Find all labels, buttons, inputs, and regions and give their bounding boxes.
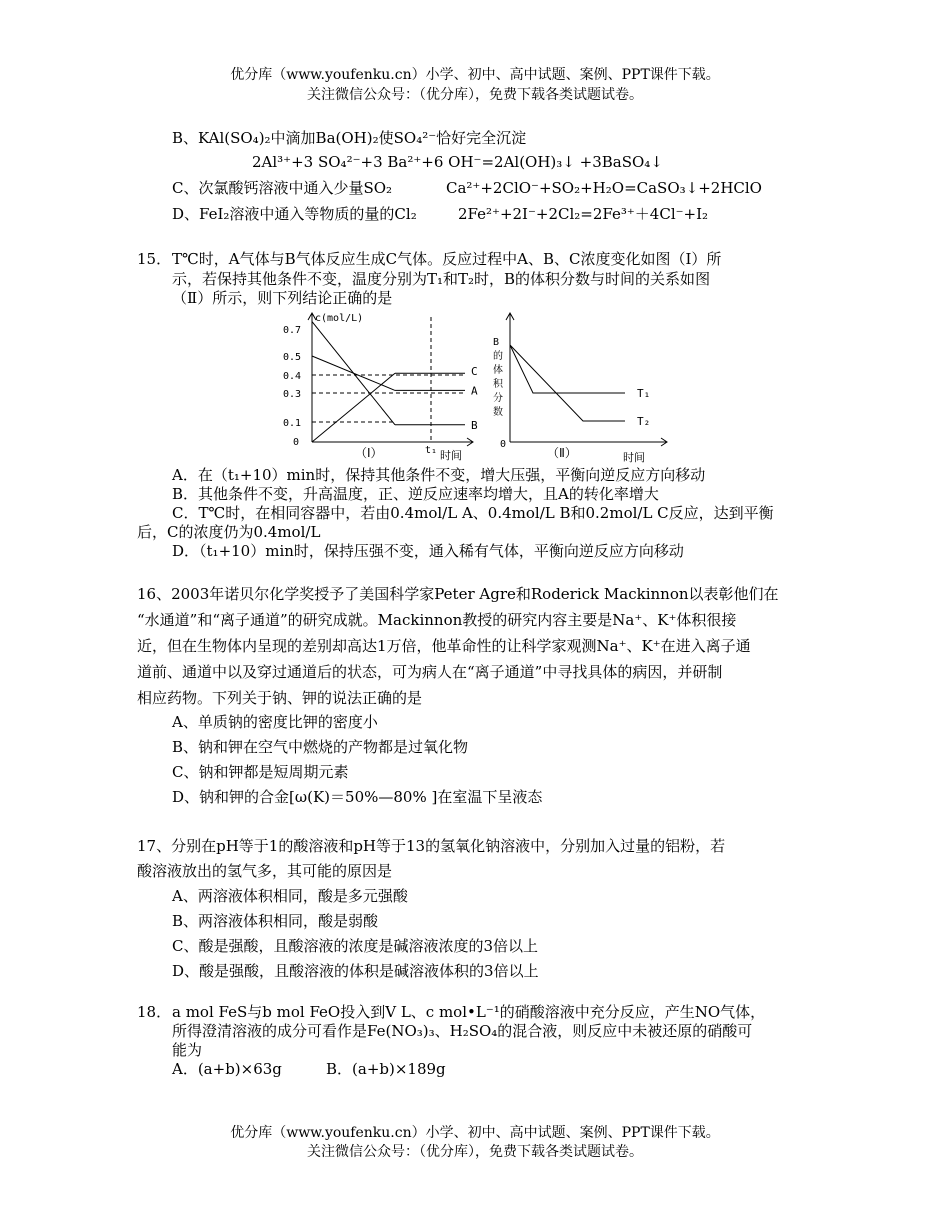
- q18-number: 18．: [137, 1003, 172, 1021]
- q17-line-2: 酸溶液放出的氢气多，其可能的原因是: [137, 862, 393, 880]
- q18-line-2: 所得澄清溶液的成分可看作是Fe(NO₃)₃、H₂SO₄的混合液，则反应中未被还原的硝酸可: [172, 1022, 753, 1040]
- chart-1-ytick-0: 0: [293, 437, 300, 448]
- q15-option-b: B．其他条件不变，升高温度，正、逆反应速率均增大，且A的转化率增大: [172, 485, 659, 503]
- q14-option-d-equation: 2Fe²⁺+2I⁻+2Cl₂=2Fe³⁺＋4Cl⁻+I₂: [458, 205, 709, 223]
- q16-line-3: 近，但在生物体内呈现的差别却高达1万倍，他革命性的让科学家观测Na⁺、K⁺在进入离子通: [137, 637, 751, 655]
- q15-stem-line-1: T℃时，A气体与B气体反应生成C气体。反应过程中A、B、C浓度变化如图（Ⅰ）所: [172, 250, 722, 268]
- footer-line-1: 优分库（www.youfenku.cn）小学、初中、高中试题、案例、PPT课件下载。: [230, 1125, 720, 1141]
- q14-option-d: D、FeI₂溶液中通入等物质的量的Cl₂: [172, 205, 417, 223]
- q18-option-a: A．(a+b)×63g: [172, 1060, 282, 1078]
- q15-option-c-line-2: 后，C的浓度仍为0.4mol/L: [137, 523, 321, 541]
- chart-2-xlabel: 时间: [623, 451, 645, 464]
- chart-2-ylabel-char-5: 分: [493, 393, 503, 404]
- header-line-2: 关注微信公众号：（优分库），免费下载各类试题试卷。: [307, 87, 643, 103]
- q15-figures: [275, 305, 675, 465]
- q16-option-a: A、单质钠的密度比钾的密度小: [172, 713, 378, 731]
- chart-1-t1-tick: t₁: [425, 445, 438, 456]
- chart-2-origin: 0: [500, 439, 507, 450]
- chart-2-series-t1: [510, 345, 625, 393]
- chart-2-ylabel-char-4: 积: [493, 379, 503, 390]
- q15-option-c-line-1: C．T℃时，在相同容器中，若由0.4mol/L A、0.4mol/L B和0.2mol/L C反应，达到平衡: [172, 504, 774, 522]
- q15-number: 15．: [137, 250, 172, 268]
- chart-1-series-c-line: [312, 373, 395, 442]
- chart-1-ytick-07: 0.7: [283, 325, 302, 336]
- chart-1-ytick-03: 0.3: [283, 389, 302, 400]
- q14-option-c: C、次氯酸钙溶液中通入少量SO₂: [172, 179, 393, 197]
- chart-1-legend-c: C: [471, 365, 478, 379]
- q15-stem-line-2: 示，若保持其他条件不变，温度分别为T₁和T₂时，B的体积分数与时间的关系如图: [172, 270, 711, 288]
- chart-1-title: （Ⅰ）: [355, 446, 383, 460]
- q17-option-b: B、两溶液体积相同，酸是弱酸: [172, 912, 379, 930]
- q16-line-2: “水通道”和“离子通道”的研究成就。Mackinnon教授的研究内容主要是Na⁺、K⁺体积很接: [137, 611, 737, 629]
- chart-2-ylabel-char-3: 体: [493, 365, 503, 376]
- q16-line-5: 相应药物。下列关于钠、钾的说法正确的是: [137, 689, 423, 707]
- q17-line-1: 17、分别在pH等于1的酸溶液和pH等于13的氢氧化钠溶液中，分别加入过量的铝粉，若: [137, 837, 726, 855]
- chart-2-ylabel-char-1: B: [493, 337, 500, 348]
- header-line-1: 优分库（www.youfenku.cn）小学、初中、高中试题、案例、PPT课件下载。: [230, 67, 720, 83]
- chart-1-ytick-01: 0.1: [283, 418, 302, 429]
- q17-option-d: D、酸是强酸，且酸溶液的体积是碱溶液体积的3倍以上: [172, 962, 539, 980]
- chart-2-ylabel-char-6: 数: [493, 407, 503, 418]
- q14-option-b-equation: 2Al³⁺+3 SO₄²⁻+3 Ba²⁺+6 OH⁻=2Al(OH)₃↓ +3BaSO₄↓: [252, 153, 663, 171]
- chart-1-axes: [308, 313, 473, 446]
- chart-2-title: （Ⅱ）: [547, 446, 577, 460]
- q15-option-d: D．（t₁+10）min时，保持压强不变，通入稀有气体，平衡向逆反应方向移动: [172, 542, 684, 560]
- footer-line-2: 关注微信公众号：（优分库），免费下载各类试题试卷。: [307, 1144, 643, 1160]
- chart-2-legend-t2: T₂: [637, 415, 651, 428]
- chart-1-ytick-05: 0.5: [283, 352, 302, 363]
- chart-1-xlabel: 时间: [440, 449, 462, 462]
- q15-option-a: A．在（t₁+10）min时，保持其他条件不变，增大压强，平衡向逆反应方向移动: [172, 466, 706, 484]
- q18-option-b: B．(a+b)×189g: [326, 1060, 446, 1078]
- q16-line-4: 道前、通道中以及穿过通道后的状态，可为病人在“离子通道”中寻找具体的病因，并研制: [137, 663, 723, 681]
- q16-option-d: D、钠和钾的合金[ω(K)＝50%—80% ]在室温下呈液态: [172, 788, 543, 806]
- q17-option-a: A、两溶液体积相同，酸是多元强酸: [172, 887, 408, 905]
- chart-2-ylabel-char-2: 的: [493, 351, 503, 362]
- q16-option-c: C、钠和钾都是短周期元素: [172, 763, 349, 781]
- q14-option-c-equation: Ca²⁺+2ClO⁻+SO₂+H₂O=CaSO₃↓+2HClO: [446, 179, 762, 197]
- q18-line-3: 能为: [172, 1041, 203, 1059]
- chart-1-series-a-line: [312, 356, 395, 390]
- chart-1-ylabel: c(mol/L): [315, 313, 364, 324]
- q16-option-b: B、钠和钾在空气中燃烧的产物都是过氧化物: [172, 738, 469, 756]
- chart-1-gridlines: [312, 375, 465, 422]
- q17-option-c: C、酸是强酸，且酸溶液的浓度是碱溶液浓度的3倍以上: [172, 937, 539, 955]
- chart-2-legend-t1: T₁: [637, 387, 651, 400]
- chart-2-series-t2: [510, 345, 625, 421]
- chart-1-ytick-04: 0.4: [283, 371, 302, 382]
- chart-1-legend-b: B: [471, 418, 478, 432]
- q16-line-1: 16、2003年诺贝尔化学奖授予了美国科学家Peter Agre和Roderick Mackinnon以表彰他们在: [137, 585, 779, 603]
- q18-line-1: a mol FeS与b mol FeO投入到V L、c mol•L⁻¹的硝酸溶液中充分反应，产生NO气体，: [172, 1003, 766, 1021]
- q14-option-b: B、KAl(SO₄)₂中滴加Ba(OH)₂使SO₄²⁻恰好完全沉淀: [172, 129, 527, 147]
- q15-stem-line-3: （Ⅱ）所示，则下列结论正确的是: [172, 289, 393, 307]
- chart-1-legend-a: A: [471, 384, 478, 398]
